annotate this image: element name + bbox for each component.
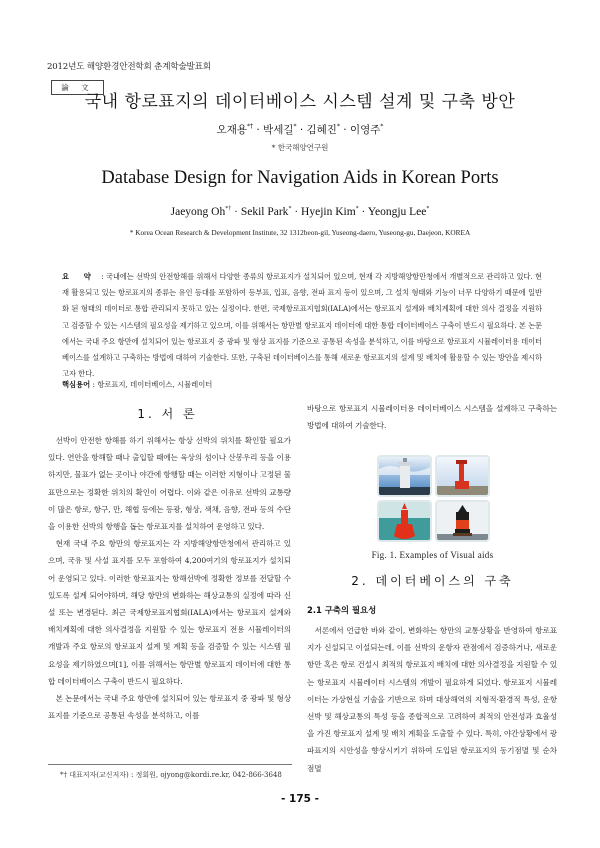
keywords-text: 항로표지, 데이터베이스, 시뮬레이터 (97, 380, 213, 389)
figure-1 (377, 455, 493, 543)
title-english: Database Design for Navigation Aids in Korean Ports (101, 168, 499, 188)
author-separator: · (291, 206, 302, 218)
paragraph: 바탕으로 항로표지 시뮬레이터용 데이터베이스 시스템을 설계하고 구축하는 방법에 대하여 기술한다. (307, 404, 557, 431)
paragraph: 현재 국내 주요 항만의 항로표지는 각 지방해양항만청에서 관리하고 있으며, 국유 및 사설 표지를 모두 포함하여 4,200여기의 항로표지가 설치되어 운영되고 있다. 이러한 항로표지는 항해선박에 정확한 정보를 전달할 수 있도록 설계 되어야하며, 해당 항만의 변화하는 해상교통의 실정에 따라 신설 또는 변경된다. 최근 국제항로표지협회(IALA)에서는 항로표지 설계와 배치계획에 대한 의사결정을 지원할 수 있는 항로표지 전용 시뮬레이터의 개발과 주요 항로의 항로표지 설계 및 계획 등을 검증할 수 있는 시스템 필요성을 제기하였으며[1], 이를 위해서는 항만별 항로표지 데이터에 대한 통합 데이터베이스 구축이 반드시 필요하다. (48, 539, 291, 686)
abstract-label: 요 약 (62, 272, 97, 281)
authors-korean (0, 122, 600, 137)
author: Yeongju Lee (367, 206, 427, 218)
red-buoy-image (379, 502, 430, 540)
section-1-heading: 1. 서 론 (137, 407, 198, 421)
footnote-corresponding-author: *† 대표저자(교신저자) : 정회원, ojyong@kordi.re.kr, 042-866-3648 (60, 771, 282, 779)
author: Hyejin Kim (301, 206, 356, 218)
author: Jaeyong Oh (170, 206, 226, 218)
figure-panel-red-beacon (435, 455, 490, 497)
author-mark: * (426, 206, 430, 212)
paragraph: 본 논문에서는 국내 주요 항만에 설치되어 있는 항로표지 중 광파 및 형상 표지를 기준으로 공통된 속성을 분석하고, 이를 (48, 694, 291, 721)
paragraph: 선박이 안전한 항해를 하기 위해서는 항상 선박의 위치를 확인할 필요가 있다. 연안을 항해할 때나 출입할 때에는 육상의 섬이나 산봉우리 등을 이용하지만, 물표가 없는 곳이나 야간에 항행할 때는 이러한 지형이나 고정된 물표만으로는 정확한 위치의 확인이 어렵다. 이와 같은 이유로 선박의 교통량이 많은 항로, 항구, 만, 해협 등에는 등광, 형상, 색채, 음향, 전파 등의 수단을 이용한 선박의 항행을 돕는 항로표지를 설치하여 운영하고 있다. (48, 436, 291, 532)
author: 오재용 (216, 124, 248, 136)
section-2-heading: 2. 데이터베이스의 구축 (351, 574, 514, 588)
author-mark: *† (225, 206, 232, 212)
figure-panel-black-red-lighthouse (435, 500, 490, 542)
author-mark: * (380, 123, 384, 130)
keywords (62, 380, 212, 390)
author-mark: * (293, 123, 297, 130)
paper-type-badge: 論 文 (51, 80, 104, 95)
author-separator: · (358, 206, 368, 218)
footnote-divider (48, 764, 292, 765)
author-separator: · (231, 206, 241, 218)
abstract (62, 269, 542, 382)
figure-panel-white-lighthouse (377, 455, 432, 497)
keywords-label: 핵심용어 (62, 380, 91, 389)
affiliation-korean: * 한국해양연구원 (271, 143, 329, 152)
figure-panel-red-buoy (377, 500, 432, 542)
authors-english (0, 206, 600, 218)
subsection-2-1-body (307, 622, 557, 794)
black-red-lighthouse-image (437, 502, 488, 540)
keywords-separator: : (90, 380, 98, 389)
abstract-text: 국내에는 선박의 안전항해를 위해서 다양한 종류의 항로표지가 설치되어 있으며, 현재 각 지방해양항만청에서 개별적으로 관리하고 있다. 현재 활용되고 있는 항로표지의 종류는 유인 등대를 포함하여 등부표, 입표, 음향, 전파 표지 등이 있으며, 그 설치 형태와 기능이 너무 다양하기 때문에 일반화 된 형태의 데이터로 통합 관리되지 못하고 있는 실정이다. 한편, 국제항로표지협회(IALA)에서는 항로표지 설계와 배치계획에 대한 의사 결정을 지원하고 검증할 수 있는 시스템의 필요성을 제기하고 있으며, 이를 위해서는 항만별 항로표지 데이터에 대한 통합 데이터베이스 구축이 반드시 필요하다. 본 논문에서는 국내 주요 항만에 설치되어 있는 항로표지 중 광파 및 형상 표지를 기준으로 공통된 속성을 분석하고, 이를 바탕으로 항로표지 시뮬레이터용 데이터베이스를 설계하고 구축하는 방법에 대하여 기술한다. 또한, 구축된 데이터베이스를 통해 새로운 항로표지의 설계 및 배치에 활용할 수 있는 방안을 제시하고자 한다. (62, 272, 542, 379)
subsection-2-1-heading: 2.1 구축의 필요성 (307, 605, 377, 615)
paragraph: 서론에서 언급한 바와 같이, 변화하는 항만의 교통상황을 반영하여 항로표지가 신설되고 이설되는데, 이를 선박의 운항자 관점에서 검증하거나, 새로운 항만 혹은 항로 건설시 최적의 항로표지 배치에 대한 의사결정을 지원할 수 있는 항로표지 시뮬레이터 시스템의 개발이 필요하게 되었다. 항로표지 시뮬레이터는 가상현실 기술을 기반으로 하며 대상해역의 지형적·환경적 특성, 운항선박 및 해상교통의 특성 등을 종합적으로 고려하여 최적의 안전성과 효율성을 가진 항로표지 설계 및 배치 계획을 도출할 수 있다. 특히, 야간상황에서 광파표지의 시안성을 향상시키기 위하여 도입된 항로표지의 동기점멸 및 순차점멸 (307, 626, 557, 773)
author-mark: * (336, 123, 340, 130)
abstract-separator: : (98, 272, 106, 281)
conference-header: 2012년도 해양환경안전학회 춘계학술발표회 (47, 62, 211, 72)
author: 박세길 (263, 124, 294, 136)
author-separator: · (296, 124, 307, 136)
author: 김혜진 (306, 124, 337, 136)
white-lighthouse-image (379, 457, 430, 495)
author-mark: * (288, 206, 292, 212)
author-mark: *† (247, 123, 254, 130)
affiliation-english: * Korea Ocean Research & Development Institute, 32 1312beon-gil, Yuseong-daero, Yuseong-gu, Daejeon, KOREA (129, 228, 471, 237)
right-column-continuation (307, 400, 557, 434)
author: 이영주 (349, 124, 381, 136)
figure-1-caption: Fig. 1. Examples of Visual aids (371, 550, 494, 560)
title-korean: 국내 항로표지의 데이터베이스 시스템 설계 및 구축 방안 (84, 92, 516, 112)
page-number: - 175 - (281, 793, 319, 805)
author-separator: · (339, 124, 350, 136)
author-separator: · (253, 124, 264, 136)
red-beacon-image (437, 457, 488, 495)
section-1-body (48, 432, 291, 752)
author: Sekil Park (240, 206, 289, 218)
author-mark: * (355, 206, 359, 212)
